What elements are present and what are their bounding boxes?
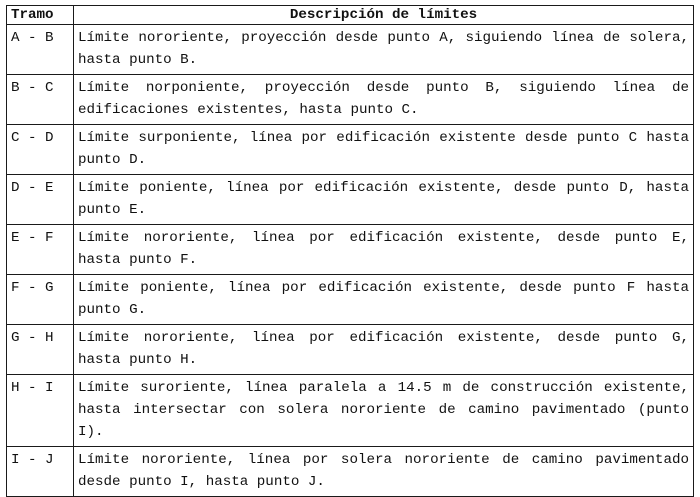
- description-cell: Límite surponiente, línea por edificación existente desde punto C hasta punto D.: [74, 125, 694, 175]
- description-cell: Límite poniente, línea por edificación existente, desde punto D, hasta punto E.: [74, 175, 694, 225]
- description-cell: Límite norponiente, proyección desde punto B, siguiendo línea de edificaciones existentes, hasta punto C.: [74, 75, 694, 125]
- tramo-cell: A - B: [7, 25, 74, 75]
- table-row: [7, 447, 694, 497]
- tramo-cell: E - F: [7, 225, 74, 275]
- tramo-cell: G - H: [7, 325, 74, 375]
- tramo-cell: C - D: [7, 125, 74, 175]
- tramo-cell: I - J: [7, 447, 74, 497]
- description-cell: Límite poniente, línea por edificación existente, desde punto F hasta punto G.: [74, 275, 694, 325]
- tramo-cell: B - C: [7, 75, 74, 125]
- table-row: [7, 275, 694, 325]
- table-row: [7, 175, 694, 225]
- description-header: Descripción de límites: [74, 6, 694, 25]
- description-cell: Límite nororiente, línea por solera nororiente de camino pavimentado desde punto I, hasta punto J.: [74, 447, 694, 497]
- limits-table: [6, 5, 694, 497]
- table-row: [7, 75, 694, 125]
- header-row: [7, 6, 694, 25]
- table-row: [7, 25, 694, 75]
- tramo-cell: H - I: [7, 375, 74, 447]
- table-row: [7, 375, 694, 447]
- tramo-cell: D - E: [7, 175, 74, 225]
- description-cell: Límite nororiente, proyección desde punto A, siguiendo línea de solera, hasta punto B.: [74, 25, 694, 75]
- tramo-cell: F - G: [7, 275, 74, 325]
- description-cell: Límite nororiente, línea por edificación existente, desde punto G, hasta punto H.: [74, 325, 694, 375]
- description-cell: Límite nororiente, línea por edificación existente, desde punto E, hasta punto F.: [74, 225, 694, 275]
- tramo-header: Tramo: [7, 6, 74, 25]
- table-row: [7, 125, 694, 175]
- table-row: [7, 325, 694, 375]
- description-cell: Límite suroriente, línea paralela a 14.5 m de construcción existente, hasta intersectar con solera nororiente de camino pavimentado (punto I).: [74, 375, 694, 447]
- table-row: [7, 225, 694, 275]
